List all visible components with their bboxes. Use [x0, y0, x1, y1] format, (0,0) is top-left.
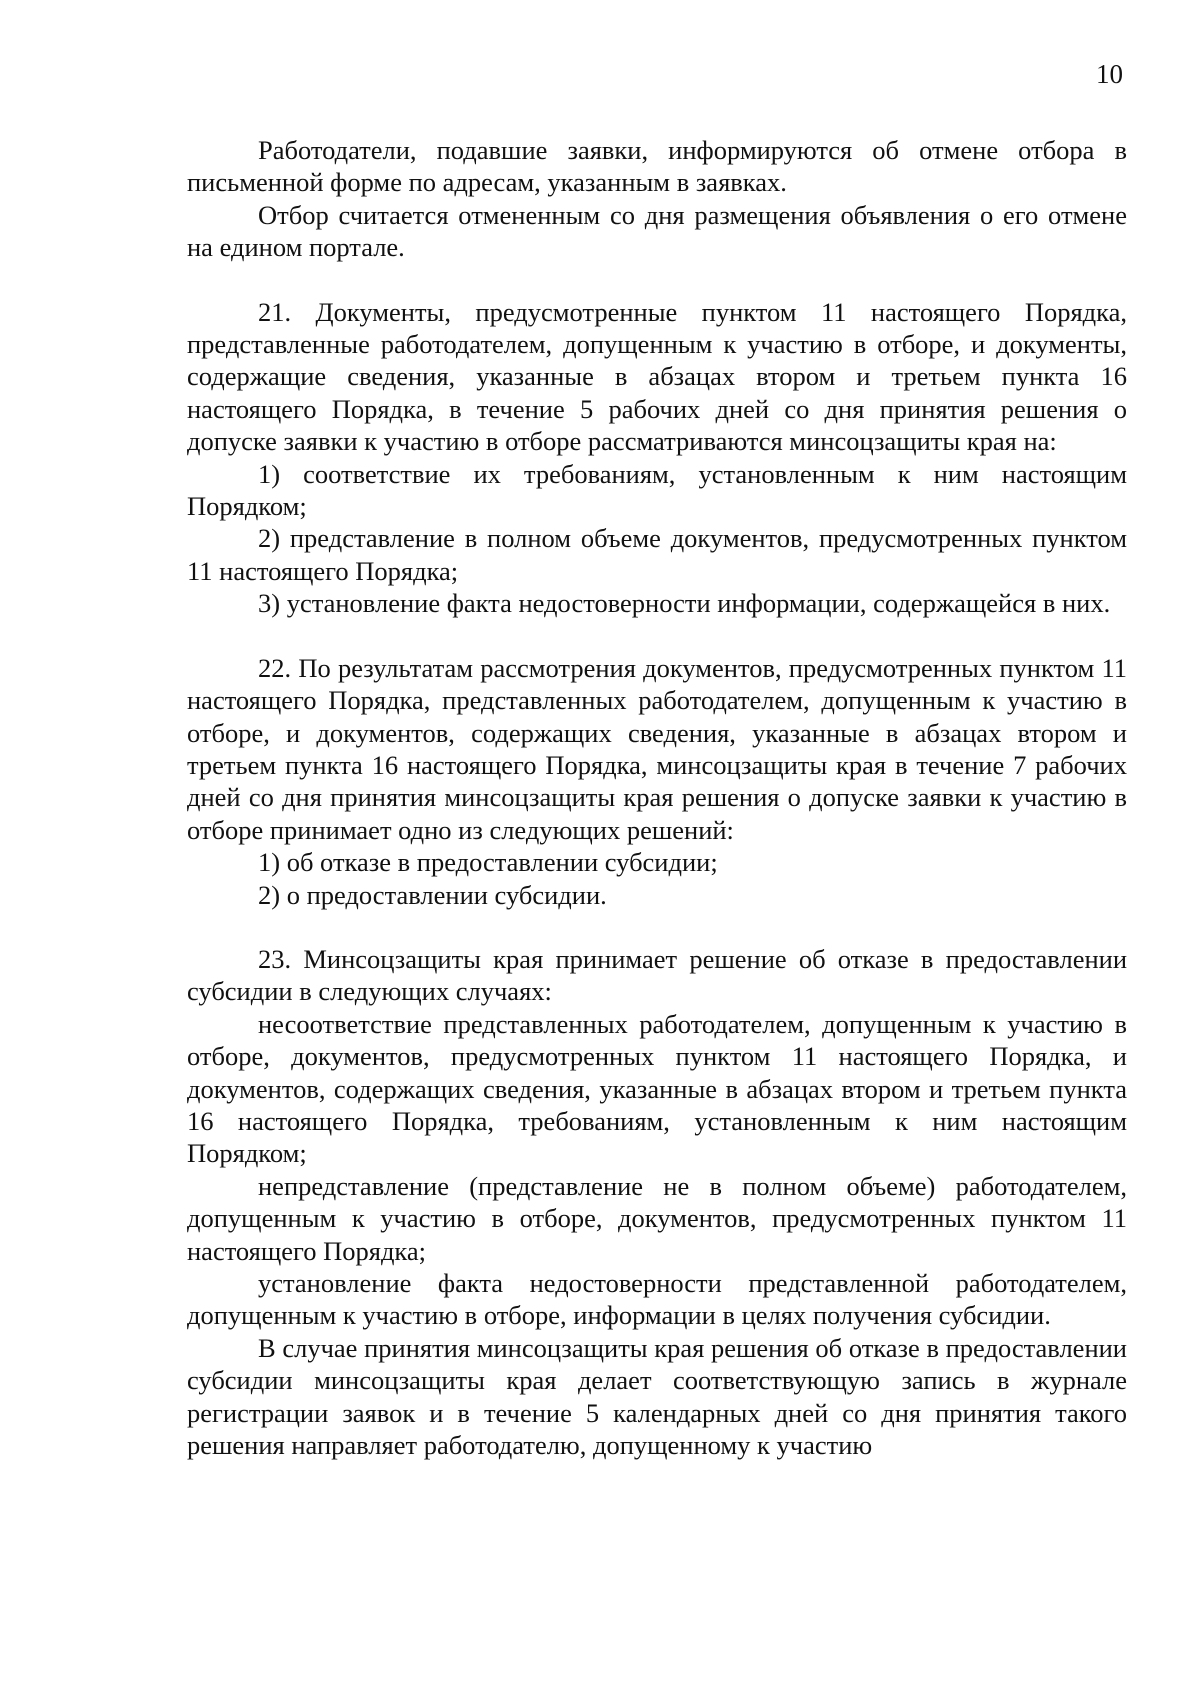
clause-22: 22. По результатам рассмотрения документов, предусмотренных пунктом 11 настоящего Порядка, представленных работодателем, допущенным к участию в отборе, и документов, содержащих сведения, указанные в абзацах втором и третьем пункта 16 настоящего Порядка, минсоцзащиты края в течение 7 рабочих дней со дня принятия минсоцзащиты края решения о допуске заявки к участию в отборе принимает одно из следующих решений:	[187, 652, 1127, 845]
paragraph-applicants-informed: Работодатели, подавшие заявки, информируются об отмене отбора в письменной форме по адресам, указанным в заявках.	[187, 135, 1127, 198]
document-body	[187, 134, 1127, 1461]
clause-23: 23. Минсоцзащиты края принимает решение об отказе в предоставлении субсидии в следующих случаях:	[187, 943, 1127, 1007]
clause-23-reason-inaccuracy: установление факта недостоверности представленной работодателем, допущенным к участию в отборе, информации в целях получения субсидии.	[187, 1268, 1127, 1331]
clause-23-refusal-procedure: В случае принятия минсоцзащиты края решения об отказе в предоставлении субсидии минсоцзащиты края делает соответствующую запись в журнале регистрации заявок и в течение 5 календарных дней со дня принятия такого решения направляет работодателю, допущенному к участию	[187, 1332, 1127, 1461]
clause-23-reason-incomplete: непредставление (представление не в полном объеме) работодателем, допущенным к участию в отборе, документов, предусмотренных пунктом 11 настоящего Порядка;	[187, 1170, 1127, 1266]
clause-21-item-2: 2) представление в полном объеме документов, предусмотренных пунктом 11 настоящего Порядка;	[187, 523, 1127, 586]
paragraph-spacer	[187, 620, 1127, 652]
paragraph-selection-cancelled: Отбор считается отмененным со дня размещения объявления о его отмене на едином портале.	[187, 199, 1127, 263]
clause-21: 21. Документы, предусмотренные пунктом 11 настоящего Порядка, представленные работодателем, допущенным к участию в отборе, и документы, содержащие сведения, указанные в абзацах втором и третьем пункта 16 настоящего Порядка, в течение 5 рабочих дней со дня принятия решения о допуске заявки к участию в отборе рассматриваются минсоцзащиты края на:	[187, 296, 1127, 457]
paragraph-spacer	[187, 911, 1127, 943]
clause-22-item-2: 2) о предоставлении субсидии.	[258, 879, 607, 910]
paragraph-spacer	[187, 264, 1127, 296]
clause-22-item-1: 1) об отказе в предоставлении субсидии;	[258, 847, 718, 878]
clause-21-item-1: 1) соответствие их требованиям, установленным к ним настоящим Порядком;	[187, 458, 1127, 522]
clause-21-item-3: 3) установление факта недостоверности информации, содержащейся в них.	[258, 588, 1111, 619]
page-number: 10	[1096, 59, 1123, 89]
clause-23-reason-nonconformity: несоответствие представленных работодателем, допущенным к участию в отборе, документов, предусмотренных пунктом 11 настоящего Порядка, и документов, содержащих сведения, указанные в абзацах втором и третьем пункта 16 настоящего Порядка, требованиям, установленным к ним настоящим Порядком;	[187, 1008, 1127, 1169]
